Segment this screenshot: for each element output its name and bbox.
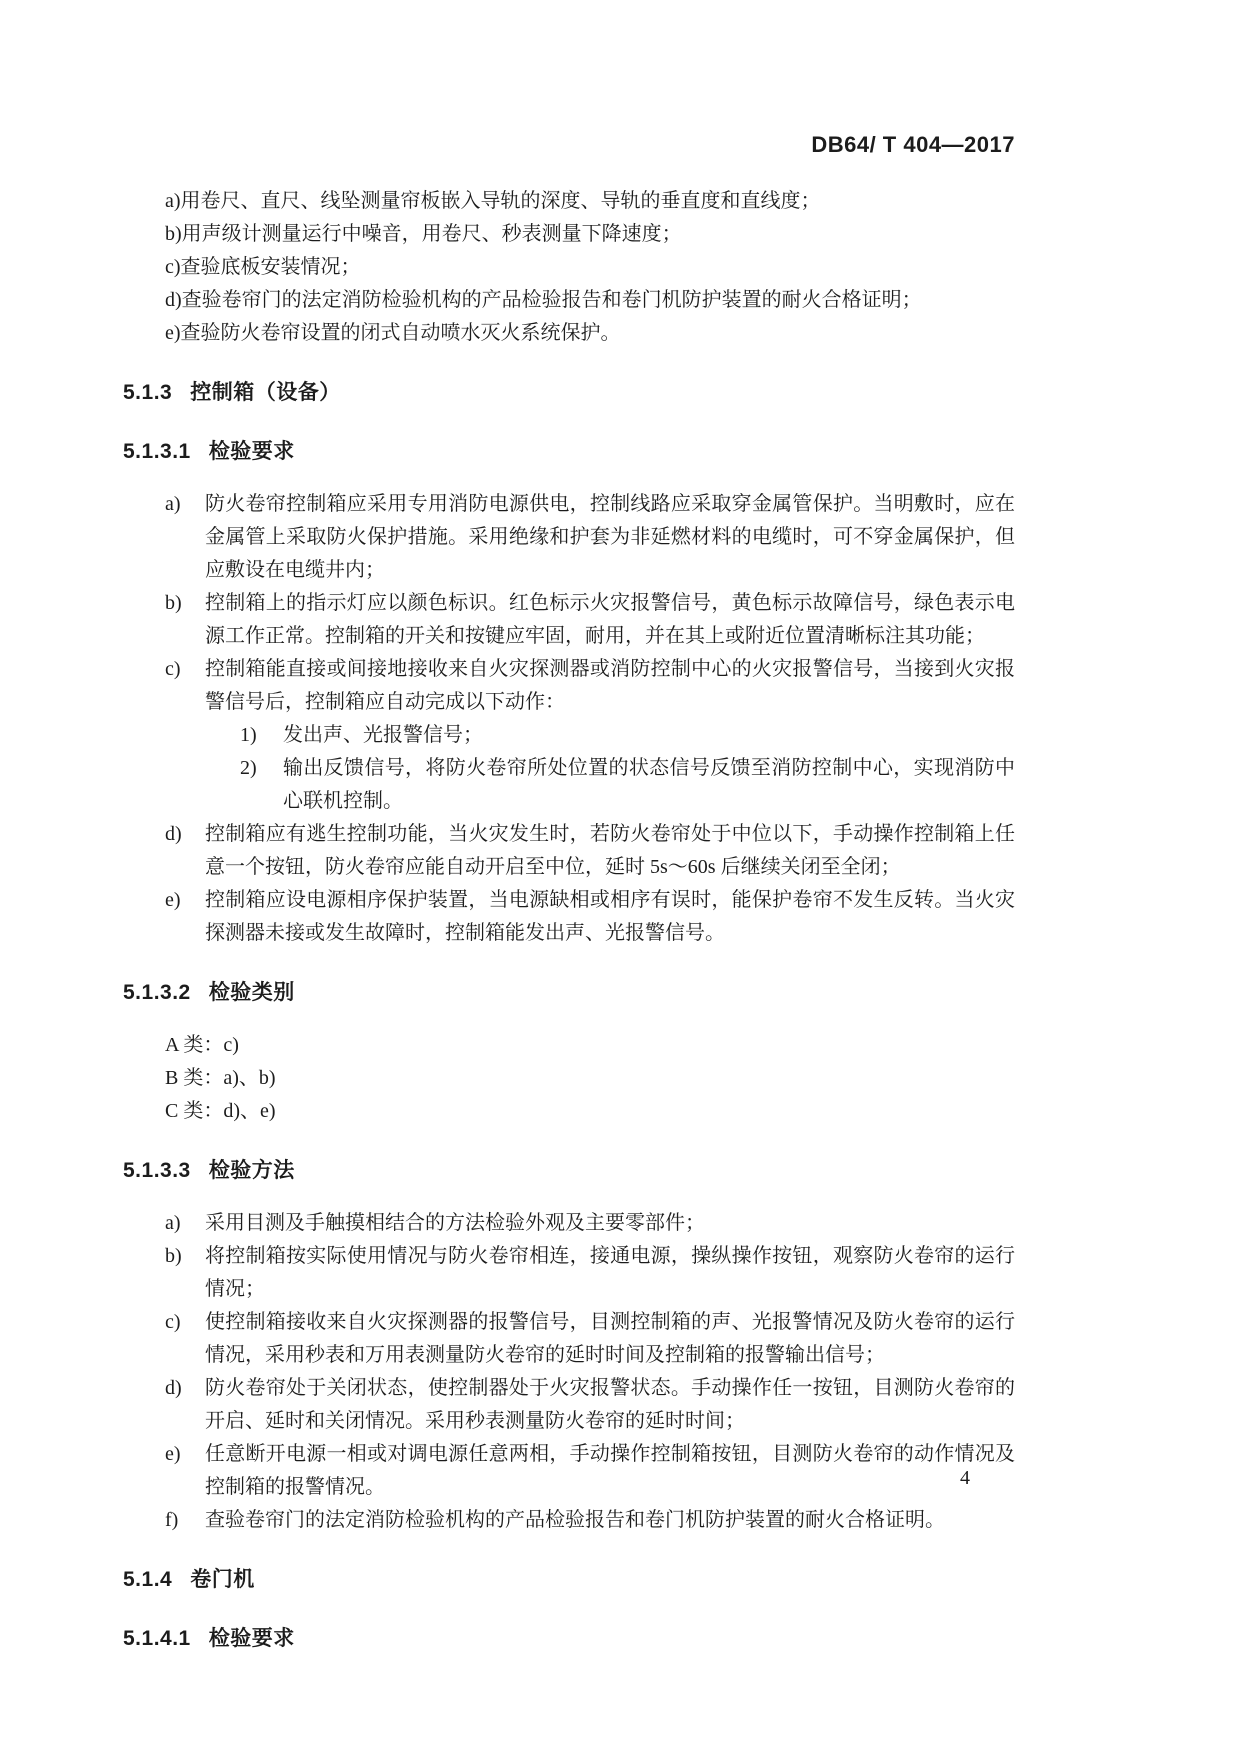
item-text: 防火卷帘控制箱应采用专用消防电源供电，控制线路应采取穿金属管保护。当明敷时，应在金属管上采取防火保护措施。采用绝缘和护套为非延燃材料的电缆时，可不穿金属保护，但应敷设在电缆井内； — [205, 493, 1015, 581]
item-label: b) — [165, 223, 182, 245]
item-label: 1) — [240, 724, 257, 746]
item-label: a) — [165, 1212, 181, 1234]
item-label: d) — [165, 1377, 182, 1399]
list-item — [123, 251, 1015, 284]
section-number: 5.1.3 — [123, 381, 173, 404]
item-label: a) — [165, 190, 181, 212]
item-text: 控制箱上的指示灯应以颜色标识。红色标示火灾报警信号，黄色标示故障信号，绿色表示电源工作正常。控制箱的开关和按键应牢固，耐用，并在其上或附近位置清晰标注其功能； — [205, 592, 1015, 647]
item-text: 将控制箱按实际使用情况与防火卷帘相连，接通电源，操纵操作按钮，观察防火卷帘的运行情况； — [205, 1245, 1015, 1300]
class-line: C 类：d)、e) — [165, 1100, 276, 1122]
item-label: b) — [165, 592, 182, 614]
requirements-list — [123, 488, 1015, 950]
item-text: 采用目测及手触摸相结合的方法检验外观及主要零部件； — [205, 1212, 705, 1234]
item-text: 控制箱应有逃生控制功能，当火灾发生时，若防火卷帘处于中位以下，手动操作控制箱上任意一个按钮，防火卷帘应能自动开启至中位，延时 5s～60s 后继续关闭至全闭； — [205, 823, 1015, 878]
list-item — [123, 1438, 1015, 1504]
item-label: e) — [165, 1443, 181, 1465]
class-line: B 类：a)、b) — [165, 1067, 276, 1089]
section-number: 5.1.3.3 — [123, 1159, 191, 1182]
item-text: 控制箱能直接或间接地接收来自火灾探测器或消防控制中心的火灾报警信号，当接到火灾报警信号后，控制箱应自动完成以下动作： — [205, 658, 1015, 713]
section-number: 5.1.3.1 — [123, 440, 191, 463]
section-title: 检验要求 — [208, 1627, 295, 1650]
item-label: c) — [165, 256, 181, 278]
item-label: e) — [165, 322, 181, 344]
item-text: 查验底板安装情况； — [180, 256, 361, 278]
item-label: b) — [165, 1245, 182, 1267]
list-item — [123, 818, 1015, 884]
list-item — [123, 284, 1015, 317]
list-item — [123, 488, 1015, 587]
page-content — [123, 128, 1015, 1675]
item-text: 查验卷帘门的法定消防检验机构的产品检验报告和卷门机防护装置的耐火合格证明。 — [205, 1509, 945, 1531]
section-title: 检验要求 — [208, 440, 295, 463]
item-text: 用卷尺、直尺、线坠测量帘板嵌入导轨的深度、导轨的垂直度和直线度； — [180, 190, 821, 212]
item-label: d) — [165, 289, 182, 311]
item-label: 2) — [240, 757, 257, 779]
item-text: 控制箱应设电源相序保护装置，当电源缺相或相序有误时，能保护卷帘不发生反转。当火灾探测器未接或发生故障时，控制箱能发出声、光报警信号。 — [205, 889, 1015, 944]
section-title: 检验类别 — [208, 981, 295, 1004]
list-item — [123, 1372, 1015, 1438]
doc-code: DB64/ T 404—2017 — [811, 132, 1015, 157]
item-text: 查验卷帘门的法定消防检验机构的产品检验报告和卷门机防护装置的耐火合格证明； — [181, 289, 922, 311]
list-item — [123, 587, 1015, 653]
list-item — [123, 884, 1015, 950]
item-text: 用声级计测量运行中噪音，用卷尺、秒表测量下降速度； — [181, 223, 682, 245]
item-label: c) — [165, 658, 181, 680]
item-label: a) — [165, 493, 181, 515]
class-line: A 类：c) — [165, 1034, 239, 1056]
class-list — [123, 1029, 1015, 1128]
sub-list-item — [123, 752, 1015, 818]
intro-list — [123, 185, 1015, 350]
list-item — [123, 1207, 1015, 1240]
section-title: 控制箱（设备） — [190, 381, 341, 404]
list-item — [123, 1306, 1015, 1372]
item-label: d) — [165, 823, 182, 845]
item-text: 任意断开电源一相或对调电源任意两相，手动操作控制箱按钮，目测防火卷帘的动作情况及控制箱的报警情况。 — [205, 1443, 1015, 1498]
item-label: c) — [165, 1311, 181, 1333]
list-item — [123, 1504, 1015, 1537]
section-heading-5-1-3-3 — [123, 1154, 1015, 1187]
item-text: 输出反馈信号，将防火卷帘所处位置的状态信号反馈至消防控制中心，实现消防中心联机控制。 — [283, 757, 1015, 812]
page-number: 4 — [960, 1467, 970, 1489]
section-title: 检验方法 — [208, 1159, 295, 1182]
section-heading-5-1-4-1 — [123, 1622, 1015, 1655]
sub-list-item — [123, 719, 1015, 752]
section-heading-5-1-3 — [123, 376, 1015, 409]
item-text: 防火卷帘处于关闭状态，使控制器处于火灾报警状态。手动操作任一按钮，目测防火卷帘的开启、延时和关闭情况。采用秒表测量防火卷帘的延时时间； — [205, 1377, 1015, 1432]
item-label: e) — [165, 889, 181, 911]
section-number: 5.1.3.2 — [123, 981, 191, 1004]
section-title: 卷门机 — [190, 1568, 255, 1591]
list-item — [123, 653, 1015, 719]
item-text: 发出声、光报警信号； — [283, 724, 483, 746]
section-heading-5-1-3-2 — [123, 976, 1015, 1009]
section-heading-5-1-4 — [123, 1563, 1015, 1596]
section-number: 5.1.4.1 — [123, 1627, 191, 1650]
item-text: 使控制箱接收来自火灾探测器的报警信号，目测控制箱的声、光报警情况及防火卷帘的运行情况，采用秒表和万用表测量防火卷帘的延时时间及控制箱的报警输出信号； — [205, 1311, 1015, 1366]
section-heading-5-1-3-1 — [123, 435, 1015, 468]
list-item — [123, 185, 1015, 218]
list-item — [123, 1240, 1015, 1306]
list-item — [123, 317, 1015, 350]
item-label: f) — [165, 1509, 179, 1531]
item-text: 查验防火卷帘设置的闭式自动喷水灭火系统保护。 — [180, 322, 621, 344]
list-item — [123, 218, 1015, 251]
methods-list — [123, 1207, 1015, 1537]
section-number: 5.1.4 — [123, 1568, 173, 1591]
